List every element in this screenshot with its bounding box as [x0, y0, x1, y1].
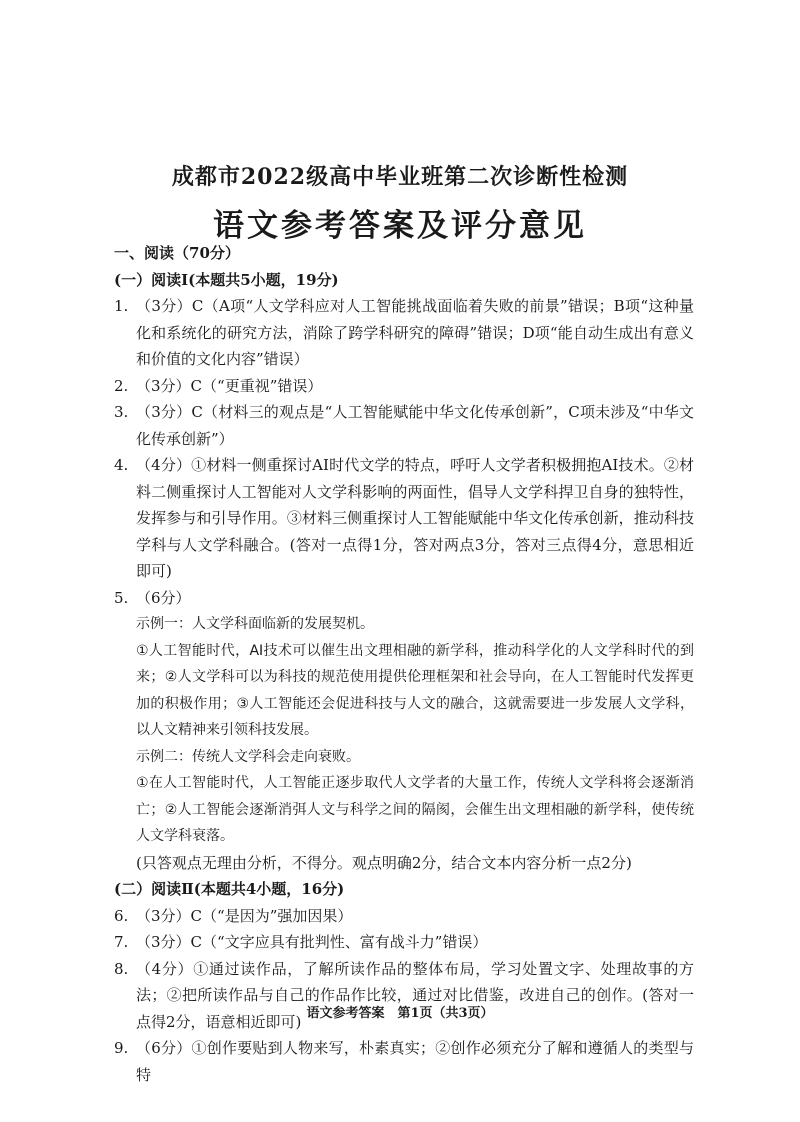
item-number: 3. — [114, 403, 129, 421]
item-number: 1. — [114, 297, 129, 315]
item-number: 9. — [114, 1039, 129, 1057]
item-number: 5. — [114, 588, 129, 607]
example-2-body: ①在人工智能时代，人工智能正逐步取代人文学者的大量工作，传统人文学科将会逐渐消亡；②人工智能会逐渐消弭人文与科学之间的隔阂，会催生出文理相融的新学科，使传统人文学科衰落。 — [136, 775, 694, 844]
item-text: （3分）C（A项“人文学科应对人工智能挑战面临着失败的前景”错误；B项“这种量化和系统化的研究方法，消除了跨学科研究的障碍”错误；D项“能自动生成出有意义和价值的文化内容”错误） — [136, 297, 694, 368]
document-title: 语文参考答案及评分意见 — [213, 208, 587, 244]
section-reading-heading: 一、阅读（70分） — [114, 244, 240, 262]
exam-title: 成都市2022级高中毕业班第二次诊断性检测 — [171, 164, 629, 190]
subsection-reading-2-heading: (二）阅读Ⅱ(本题共4小题，16分) — [114, 880, 345, 898]
item-text: （6分）①创作要贴到人物来写，朴素真实；②创作必须充分了解和遵循人的类型与特 — [136, 1039, 694, 1084]
item-number: 4. — [114, 456, 129, 474]
example-2-title: 示例二：传统人文学科会走向衰败。 — [136, 748, 360, 765]
answer-body — [114, 240, 694, 1088]
item-text: （3分）C（“是因为”强加因果） — [136, 906, 353, 925]
answer-item-4 — [114, 452, 694, 585]
example-1-body: ①人工智能时代，AI技术可以催生出文理相融的新学科，推动科学化的人文学科时代的到来；②人文学科可以为科技的规范使用提供伦理框架和社会导向，在人工智能时代发挥更加的积极作用；③人工智能还会促进科技与人文的融合，这就需要进一步发展人文学科，以人文精神来引领科技发展。 — [136, 642, 694, 738]
item-number: 8. — [114, 959, 129, 978]
answer-item-6 — [114, 903, 694, 930]
item-text: （3分）C（材料三的观点是“人工智能赋能中华文化传承创新”，C项未涉及“中华文化传承创新”） — [136, 403, 694, 448]
item-text: （4分）①材料一侧重探讨AI时代文学的特点，呼吁人文学者积极拥抱AI技术。②材料二侧重探讨人工智能对人文学科影响的两面性，倡导人文学科捍卫自身的独特性，发挥参与和引导作用。③材料三侧重探讨人工智能赋能中华文化传承创新，推动科技学科与人文学科融合。(答对一点得1分，答对两点3分，答对三点得4分，意思相近即可) — [136, 456, 694, 580]
example-1-title: 示例一：人文学科面临新的发展契机。 — [136, 616, 374, 632]
item-text: （4分）①通过读作品，了解所读作品的整体布局，学习处置文字、处理故事的方法；②把所读作品与自己的作品作比较，通过对比借鉴，改进自己的创作。(答对一点得2分，语意相近即可) — [136, 959, 694, 1031]
item-number: 7. — [114, 933, 129, 951]
subsection-reading-1-heading: (一）阅读Ⅰ(本题共5小题，19分) — [114, 270, 339, 289]
answer-item-5 — [114, 585, 694, 612]
answer-item-3 — [114, 399, 694, 452]
item-number: 2. — [114, 376, 129, 395]
item-text: （3分）C（“更重视”错误） — [136, 376, 323, 395]
answer-item-7 — [114, 929, 694, 956]
scoring-note: (只答观点无理由分析，不得分。观点明确2分，结合文本内容分析一点2分) — [136, 853, 632, 872]
item-text: （3分）C（“文字应具有批判性、富有战斗力”错误） — [136, 933, 488, 951]
item-number: 6. — [114, 906, 129, 925]
answer-item-1 — [114, 293, 694, 373]
answer-item-2 — [114, 373, 694, 400]
item-text: （6分） — [136, 588, 191, 607]
page-footer: 语文参考答案 第1页（共3页） — [306, 1006, 494, 1021]
answer-item-9 — [114, 1035, 694, 1088]
answer-item-8 — [114, 956, 694, 1036]
